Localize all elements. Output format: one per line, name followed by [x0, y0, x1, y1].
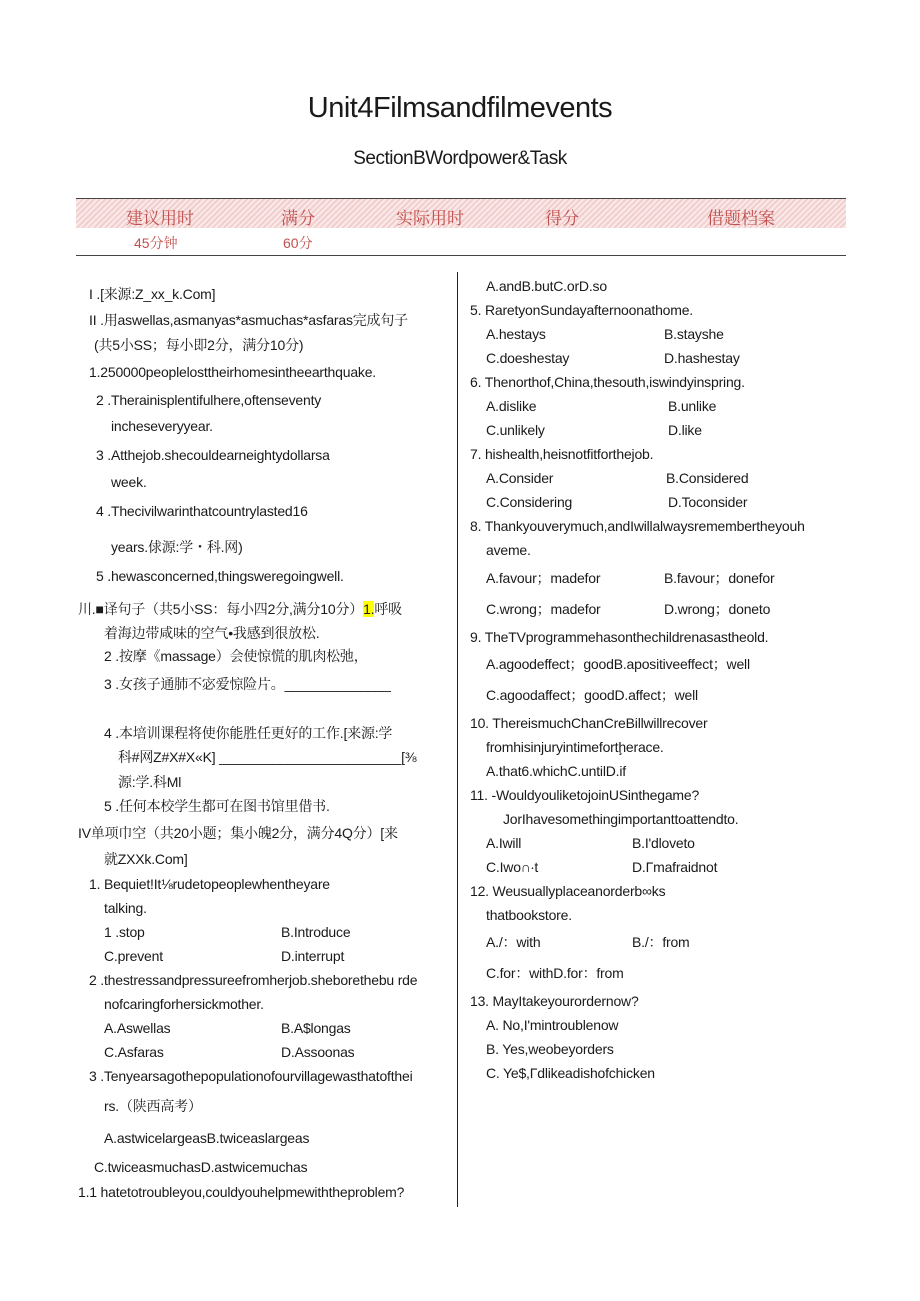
- option-13a: A. No,I'mintroublenow: [486, 1017, 619, 1033]
- option-3cd: C.twiceasmuchasD.astwicemuchas: [94, 1159, 308, 1175]
- option-9ab: A.agoodeffect；goodB.apositiveeffect；well: [486, 656, 750, 672]
- page-subtitle: SectionBWordpower&Task: [353, 148, 567, 169]
- choice-question-8-cont: aveme.: [486, 542, 531, 558]
- choice-question-12: 12. Weusuallyplaceanorderb∞ks: [470, 883, 666, 899]
- option-3ab: A.astwicelargeasB.twiceaslargeas: [104, 1130, 310, 1146]
- info-value-time: 45分钟: [134, 235, 178, 251]
- option-5c: C.doeshestay: [486, 350, 570, 366]
- fill-question-2-cont: incheseveryyear.: [111, 418, 213, 434]
- choice-question-7: 7. hishealth,heisnotfitforthejob.: [470, 446, 654, 462]
- choice-question-10: 10. ThereismuchChanCreBillwillrecover: [470, 715, 708, 731]
- option-13b: B. Yes,weobeyorders: [486, 1041, 614, 1057]
- section-2-scoring: (共5小SS；每小即2分，满分10分): [94, 337, 304, 353]
- option-11d: D.Γmafraidnot: [632, 859, 718, 875]
- option-1d: D.interrupt: [281, 948, 345, 964]
- info-header-score: 得分: [545, 209, 579, 228]
- option-11c: C.Iwo∩∙t: [486, 859, 539, 875]
- option-1a: 1 .stop: [104, 924, 145, 940]
- translate-question-3: 3 .女孩子通肺不宓爱惊险片。______________: [104, 676, 391, 692]
- option-8a: A.favour；madefor: [486, 570, 601, 586]
- fill-question-4: 4 .Thecivilwarinthatcountrylasted16: [96, 503, 308, 519]
- option-4-line: A.andB.butC.orD.so: [486, 278, 607, 294]
- option-11b: B.I'dloveto: [632, 835, 695, 851]
- option-13c: C. Ye$,Γdlikeadishofchicken: [486, 1065, 655, 1081]
- info-header-fullscore: 满分: [281, 209, 315, 228]
- translate-question-5: 5 .任何本校学生都可在图书馆里借书.: [104, 798, 330, 814]
- translate-question-2: 2 .按摩《massage）会使惊慌的肌肉松弛，: [104, 648, 368, 664]
- option-10: A.that6.whichC.untilD.if: [486, 763, 626, 779]
- choice-question-4: 1.1 hatetotroubleyou,couldyouhelpmewiththeproblem?: [78, 1184, 405, 1200]
- option-12b: B./：from: [632, 934, 690, 950]
- option-7c: C.Considering: [486, 494, 573, 510]
- option-12cd: C.for：withD.for：from: [486, 965, 624, 981]
- section-3-heading: [78, 600, 402, 618]
- fill-question-2: 2 .Therainisplentifulhere,oftenseventy: [96, 392, 322, 408]
- option-1b: B.Introduce: [281, 924, 351, 940]
- option-6d: D.like: [668, 422, 702, 438]
- section-4-heading: IV单项巾空（共20小题；集小魄2分，满分4Q分）[来: [78, 825, 398, 841]
- choice-question-10-cont: fromhisinjuryintimefortḩerace.: [486, 739, 664, 755]
- choice-question-13: 13. MayItakeyourordernow?: [470, 993, 639, 1009]
- choice-question-11: 11. -WouldyouliketojoinUSinthegame?: [470, 787, 700, 803]
- choice-question-2: 2 .thestressandpressureefromherjob.sheborethebu rde: [89, 972, 418, 988]
- highlighted-number: 1.: [363, 601, 375, 617]
- choice-question-6: 6. Thenorthof,China,thesouth,iswindyinspring.: [470, 374, 745, 390]
- option-5d: D.hashestay: [664, 350, 740, 366]
- choice-question-3: 3 .Tenyearsagothepopulationofourvillagewasthatofthei: [89, 1068, 413, 1084]
- choice-question-1-cont: talking.: [104, 900, 147, 916]
- choice-question-12-cont: thatbookstore.: [486, 907, 572, 923]
- fill-question-3-cont: week.: [111, 474, 147, 490]
- option-2a: A.Aswellas: [104, 1020, 171, 1036]
- option-6c: C.unlikely: [486, 422, 545, 438]
- choice-question-8: 8. Thankyouverymuch,andIwillalwaysremembertheyouh: [470, 518, 805, 534]
- page-title: Unit4Filmsandfilmevents: [307, 92, 613, 124]
- fill-question-4-cont: years.俅源:学・科.网): [111, 539, 243, 555]
- translate-question-1-cont: 着海边带咸味的空气•我感到很放松.: [104, 625, 320, 641]
- option-5a: A.hestays: [486, 326, 546, 342]
- option-2b: B.A$longas: [281, 1020, 351, 1036]
- choice-question-1: 1. Bequiet!It⅛rudetopeoplewhentheyare: [89, 876, 330, 892]
- option-12a: A./：with: [486, 934, 541, 950]
- section-4-source: 就ZXXk.Com]: [104, 851, 188, 867]
- section-3-q1-start: 呼吸: [374, 601, 402, 617]
- option-8c: C.wrong；madefor: [486, 601, 601, 617]
- choice-question-11-cont: JorIhavesomethingimportanttoattendto.: [503, 811, 739, 827]
- option-8d: D.wrong；doneto: [664, 601, 771, 617]
- choice-question-9: 9. TheTVprogrammehasonthechildrenasastheold.: [470, 629, 769, 645]
- fill-question-5: 5 .hewasconcerned,thingsweregoingwell.: [96, 568, 344, 584]
- info-header-actual-time: 实际用时: [396, 209, 464, 228]
- option-7b: B.Considered: [666, 470, 749, 486]
- choice-question-5: 5. RaretyonSundayafternoonathome.: [470, 302, 693, 318]
- option-7d: D.Toconsider: [668, 494, 748, 510]
- option-8b: B.favour；donefor: [664, 570, 775, 586]
- choice-question-2-cont: nofcaringforhersickmother.: [104, 996, 264, 1012]
- option-5b: B.stayshe: [664, 326, 724, 342]
- option-1c: C.prevent: [104, 948, 163, 964]
- bottom-rule: [76, 255, 846, 256]
- fill-question-3: 3 .Atthejob.shecouldearneightydollarsa: [96, 447, 330, 463]
- translate-question-4-cont: 科#网Z#X#X«K] ________________________[⅜: [118, 749, 417, 765]
- fill-question-1: 1.250000peoplelosttheirhomesintheearthquake.: [89, 364, 376, 380]
- info-header-archive: 借题档案: [707, 209, 775, 228]
- option-2d: D.Assoonas: [281, 1044, 355, 1060]
- section-2-heading: II .用aswellas,asmanyas*asmuchas*asfaras完成句子: [89, 312, 408, 328]
- translate-question-4-source: 源:学.科Ml: [118, 774, 182, 790]
- section-1-heading: I .[来源:Z_xx_k.Com]: [89, 286, 216, 302]
- info-value-fullscore: 60分: [283, 235, 313, 251]
- option-11a: A.Iwill: [486, 835, 522, 851]
- info-header-time: 建议用时: [126, 209, 194, 228]
- choice-question-3-cont: rs.（陕西高考）: [104, 1098, 202, 1114]
- option-7a: A.Consider: [486, 470, 554, 486]
- option-2c: C.Asfaras: [104, 1044, 164, 1060]
- option-6b: B.unlike: [668, 398, 717, 414]
- column-divider: [457, 272, 458, 1207]
- option-9cd: C.agoodaffect；goodD.affect；well: [486, 687, 698, 703]
- section-3-heading-text: 川.■译句子（共5小SS：每小四2分,满分10分）: [78, 601, 364, 617]
- translate-question-4: 4 .本培训课程将使你能胜任更好的工作.[来源:学: [104, 725, 393, 741]
- option-6a: A.dislike: [486, 398, 537, 414]
